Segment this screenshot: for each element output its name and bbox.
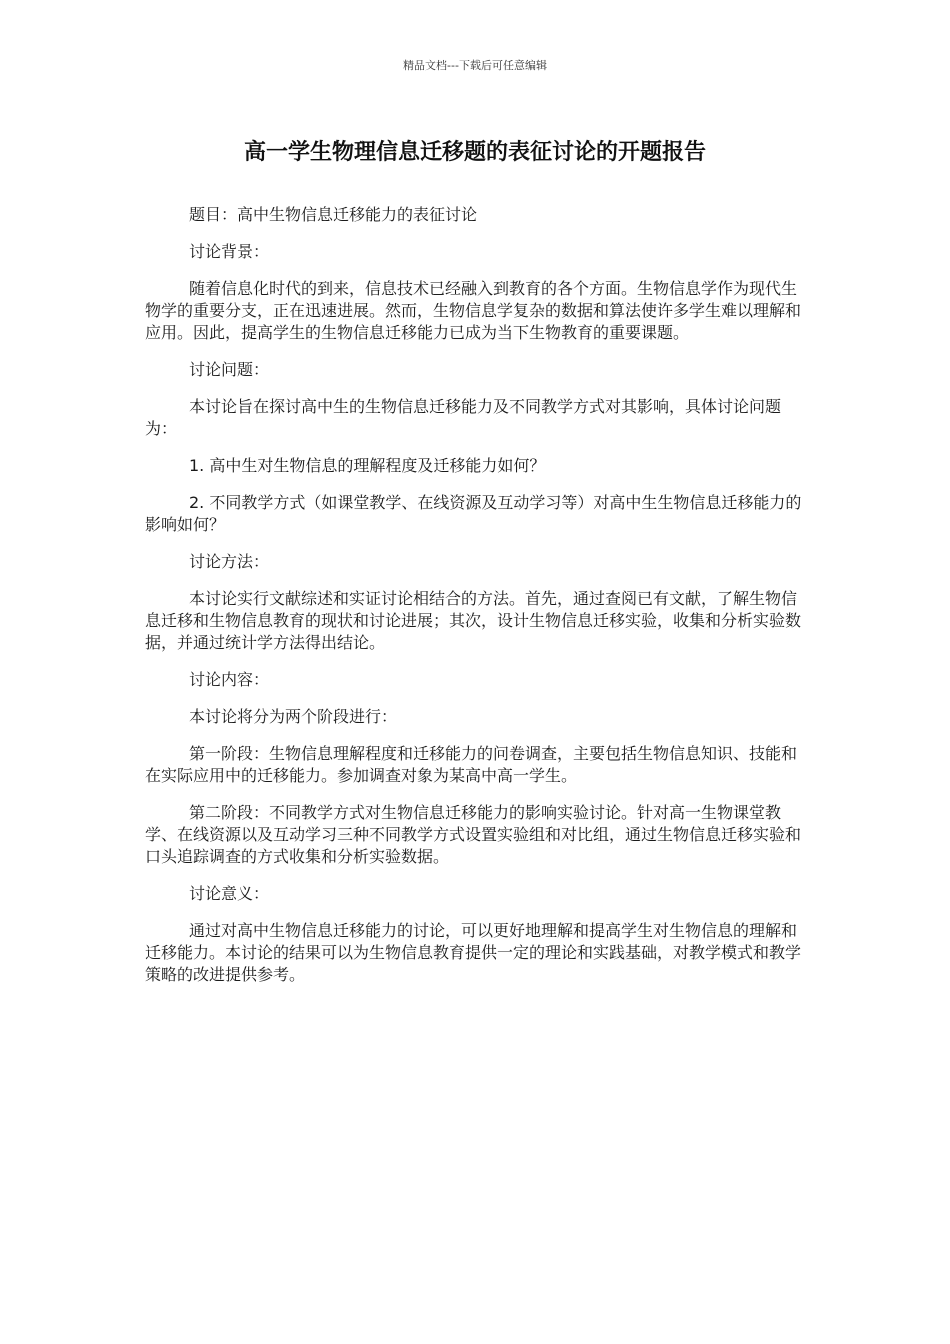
document-title: 高一学生物理信息迁移题的表征讨论的开题报告: [243, 140, 706, 165]
questions-intro-paragraph: 本讨论旨在探讨高中生的生物信息迁移能力及不同教学方式对其影响，具体讨论问题为：: [145, 397, 782, 438]
methods-paragraph: 本讨论实行文献综述和实证讨论相结合的方法。首先，通过查阅已有文献，了解生物信息迁移和生物信息教育的现状和讨论进展；其次，设计生物信息迁移实验，收集和分析实验数据，并通过统计学方法得出结论。: [145, 589, 802, 652]
page-header-watermark: 精品文档---下载后可任意编辑: [403, 59, 547, 72]
stage-one-paragraph: 第一阶段：生物信息理解程度和迁移能力的问卷调查，主要包括生物信息知识、技能和在实际应用中的迁移能力。参加调查对象为某高中高一学生。: [145, 744, 798, 785]
section-heading-questions: 讨论问题：: [189, 360, 270, 379]
question-item-2: 2. 不同教学方式（如课堂教学、在线资源及互动学习等）对高中生生物信息迁移能力的影响如何？: [145, 493, 802, 534]
section-heading-content: 讨论内容：: [189, 670, 270, 689]
stage-two-paragraph: 第二阶段：不同教学方式对生物信息迁移能力的影响实验讨论。针对高一生物课堂教学、在线资源以及互动学习三种不同教学方式设置实验组和对比组，通过生物信息迁移实验和口头追踪调查的方式收集和分析实验数据。: [145, 803, 802, 866]
question-item-1: 1. 高中生对生物信息的理解程度及迁移能力如何？: [189, 456, 546, 475]
section-heading-significance: 讨论意义：: [189, 884, 270, 903]
significance-paragraph: 通过对高中生物信息迁移能力的讨论，可以更好地理解和提高学生对生物信息的理解和迁移能力。本讨论的结果可以为生物信息教育提供一定的理论和实践基础，对教学模式和教学策略的改进提供参考。: [145, 921, 802, 984]
background-paragraph: 随着信息化时代的到来，信息技术已经融入到教育的各个方面。生物信息学作为现代生物学的重要分支，正在迅速进展。然而，生物信息学复杂的数据和算法使许多学生难以理解和应用。因此，提高学生的生物信息迁移能力已成为当下生物教育的重要课题。: [145, 279, 802, 342]
content-intro-paragraph: 本讨论将分为两个阶段进行：: [189, 707, 398, 726]
document-body: [145, 204, 807, 1001]
topic-line: 题目：高中生物信息迁移能力的表征讨论: [189, 205, 478, 224]
section-heading-background: 讨论背景：: [189, 242, 270, 261]
section-heading-methods: 讨论方法：: [189, 552, 270, 571]
